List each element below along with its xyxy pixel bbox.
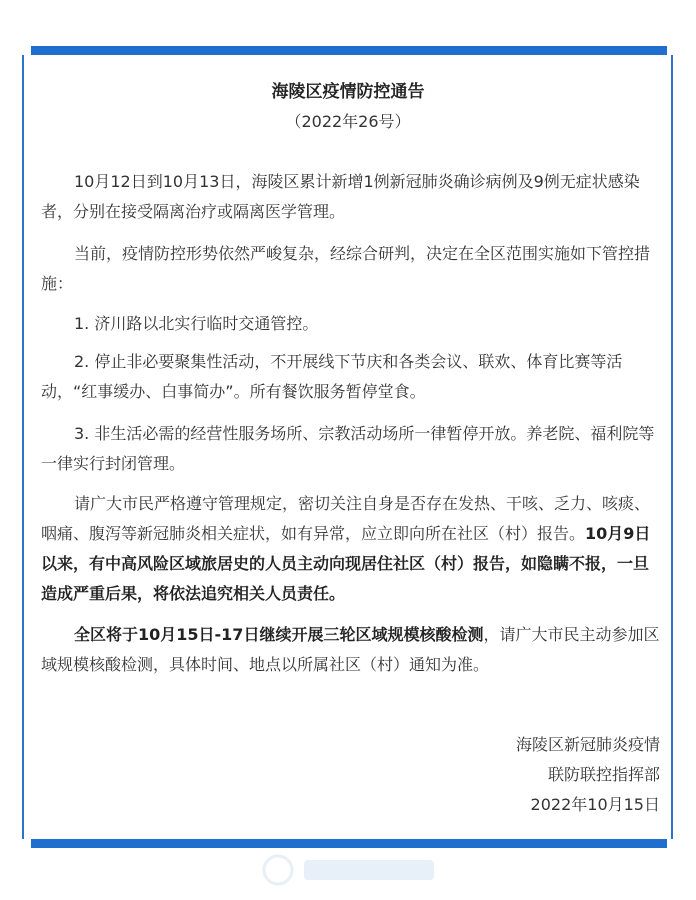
- paragraph-symptoms: [41, 489, 661, 609]
- bottom-blue-bar: [31, 839, 667, 848]
- paragraph-measure-3: 3. 非生活必需的经营性服务场所、宗教活动场所一律暂停开放。养老院、福利院等一律实行封闭管理。: [41, 424, 655, 473]
- paragraph-situation: 当前，疫情防控形势依然严峻复杂，经综合研判，决定在全区范围实施如下管控措施：: [41, 244, 651, 293]
- signature-date: 2022年10月15日: [530, 795, 660, 814]
- paragraph-measure-1: 1. 济川路以北实行临时交通管控。: [74, 314, 319, 333]
- notice-number: （2022年26号）: [285, 112, 411, 131]
- top-blue-bar: [31, 46, 667, 55]
- symptoms-text: 请广大市民严格遵守管理规定，密切关注自身是否存在发热、干咳、乏力、咳痰、咽痛、腹泻等新冠肺炎相关症状，如有异常，应立即向所在社区（村）报告。: [41, 494, 651, 543]
- paragraph-cases: 10月12日到10月13日，海陵区累计新增1例新冠肺炎确诊病例及9例无症状感染者，分别在接受隔离治疗或隔离医学管理。: [41, 172, 640, 221]
- watermark-logo-icon: [260, 850, 450, 890]
- testing-schedule-text: 全区将于10月15日-17日继续开展三轮区域规模核酸检测: [74, 625, 484, 644]
- paragraph-testing: [41, 620, 661, 680]
- report-warning-text: 10月9日以来，有中高风险区域旅居史的人员主动向现居住社区（村）报告，如隐瞒不报，一旦造成严重后果，将依法追究相关人员责任。: [41, 524, 651, 603]
- testing-detail-text: ，请广大市民主动参加区域规模核酸检测，具体时间、地点以所属社区（村）通知为准。: [41, 625, 660, 674]
- signature-org-line2: 联防联控指挥部: [547, 765, 660, 784]
- notice-title: 海陵区疫情防控通告: [271, 82, 425, 102]
- signature-org-line1: 海陵区新冠肺炎疫情: [515, 735, 660, 754]
- paragraph-measure-2: 2. 停止非必要聚集性活动，不开展线下节庆和各类会议、联欢、体育比赛等活动，“红事缓办、白事简办”。所有餐饮服务暂停堂食。: [41, 352, 623, 401]
